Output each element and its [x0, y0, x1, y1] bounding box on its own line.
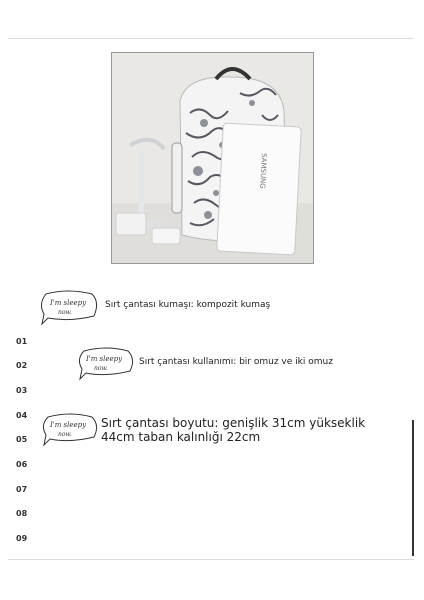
row-number-08: 08 [16, 509, 28, 518]
sleepy-bubble-2 [76, 347, 136, 386]
svg-text:now.: now. [58, 431, 72, 438]
row-number-06: 06 [16, 460, 28, 469]
row-number-07: 07 [16, 485, 28, 494]
product-photo [111, 52, 314, 264]
svg-text:I'm sleepy: I'm sleepy [50, 421, 87, 429]
laptop-brand: SAMSUNG [258, 152, 268, 189]
scrollbar[interactable] [412, 420, 414, 556]
sleepy-bubble-1 [38, 290, 100, 331]
feature-fabric: Sırt çantası kumaşı: kompozit kumaş [105, 300, 271, 310]
row-number-03: 03 [16, 386, 28, 395]
feature-size: Sırt çantası boyutu: genişlik 31cm yükseklik 44cm taban kalınlığı 22cm [101, 416, 366, 444]
svg-text:I'm sleepy: I'm sleepy [86, 355, 123, 363]
row-number-01: 01 [16, 337, 28, 346]
svg-text:I'm sleepy: I'm sleepy [50, 299, 87, 307]
row-number-02: 02 [16, 361, 28, 370]
svg-text:now.: now. [58, 309, 72, 316]
feature-usage: Sırt çantası kullanımı: bir omuz ve iki omuz [139, 357, 333, 367]
row-number-05: 05 [16, 435, 28, 444]
sleepy-bubble-3 [40, 413, 100, 452]
row-number-09: 09 [16, 534, 28, 543]
row-number-04: 04 [16, 411, 28, 420]
svg-text:now.: now. [94, 365, 108, 372]
